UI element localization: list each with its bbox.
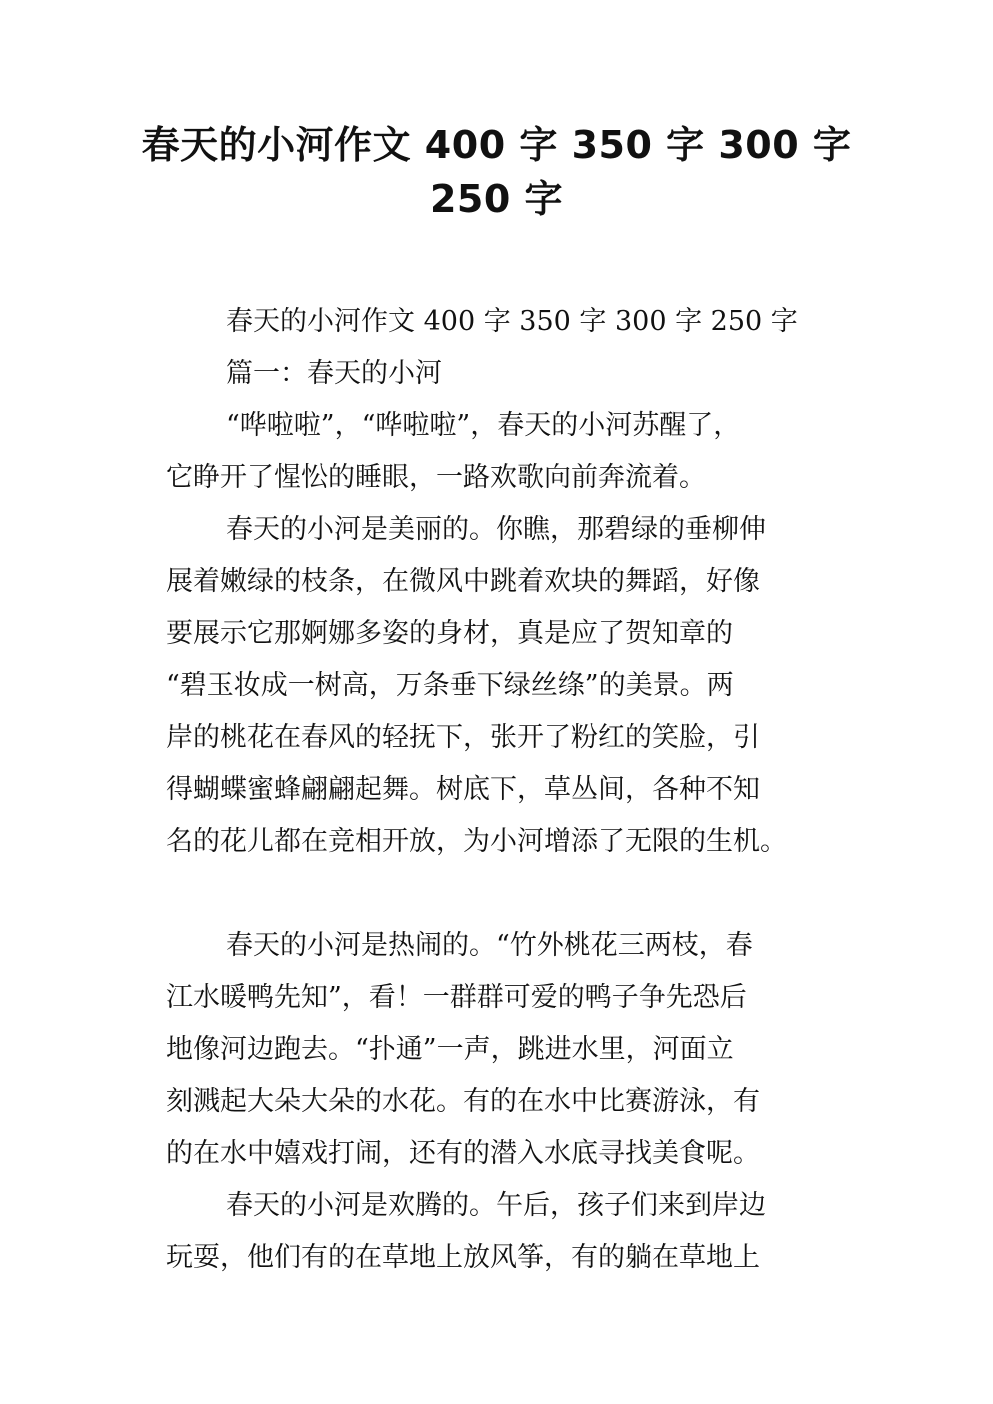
paragraph-2-line: 岸的桃花在春风的轻抚下，张开了粉红的笑脸，引 <box>166 722 760 753</box>
paragraph-2-line: 要展示它那婀娜多姿的身材，真是应了贺知章的 <box>166 618 733 649</box>
paragraph-2-line: 名的花儿都在竞相开放，为小河增添了无限的生机。 <box>166 826 787 857</box>
document-body <box>166 296 846 1284</box>
paragraph-4-line: 春天的小河是欢腾的。午后，孩子们来到岸边 <box>226 1190 766 1221</box>
essay-heading: 春天的小河作文 400 字 350 字 300 字 250 字 <box>226 306 798 337</box>
title-line-2: 250 字 <box>429 177 564 221</box>
paragraph-3-line: 的在水中嬉戏打闹，还有的潜入水底寻找美食呢。 <box>166 1138 760 1169</box>
document-title <box>120 118 873 226</box>
paragraph-2-line: 展着嫩绿的枝条，在微风中跳着欢块的舞蹈，好像 <box>166 566 760 597</box>
paragraph-3-line: 江水暖鸭先知”，看！一群群可爱的鸭子争先恐后 <box>166 982 747 1013</box>
paragraph-2-line: 得蝴蝶蜜蜂翩翩起舞。树底下，草丛间，各种不知 <box>166 774 760 805</box>
paragraph-1-line: “哗啦啦”，“哗啦啦”，春天的小河苏醒了， <box>226 410 741 441</box>
paragraph-gap <box>166 868 846 920</box>
paragraph-3-line: 地像河边跑去。“扑通”一声，跳进水里，河面立 <box>166 1034 734 1065</box>
title-line-1: 春天的小河作文 400 字 350 字 300 字 <box>141 123 852 167</box>
paragraph-1-line: 它睁开了惺忪的睡眼，一路欢歌向前奔流着。 <box>166 462 706 493</box>
paragraph-4-line: 玩耍，他们有的在草地上放风筝，有的躺在草地上 <box>166 1242 760 1273</box>
paragraph-2-line: 春天的小河是美丽的。你瞧，那碧绿的垂柳伸 <box>226 514 766 545</box>
paragraph-2-line: “碧玉妆成一树高，万条垂下绿丝绦”的美景。两 <box>166 670 734 701</box>
section-title: 篇一：春天的小河 <box>226 358 442 389</box>
paragraph-3-line: 刻溅起大朵大朵的水花。有的在水中比赛游泳，有 <box>166 1086 760 1117</box>
paragraph-3-line: 春天的小河是热闹的。“竹外桃花三两枝，春 <box>226 930 753 961</box>
